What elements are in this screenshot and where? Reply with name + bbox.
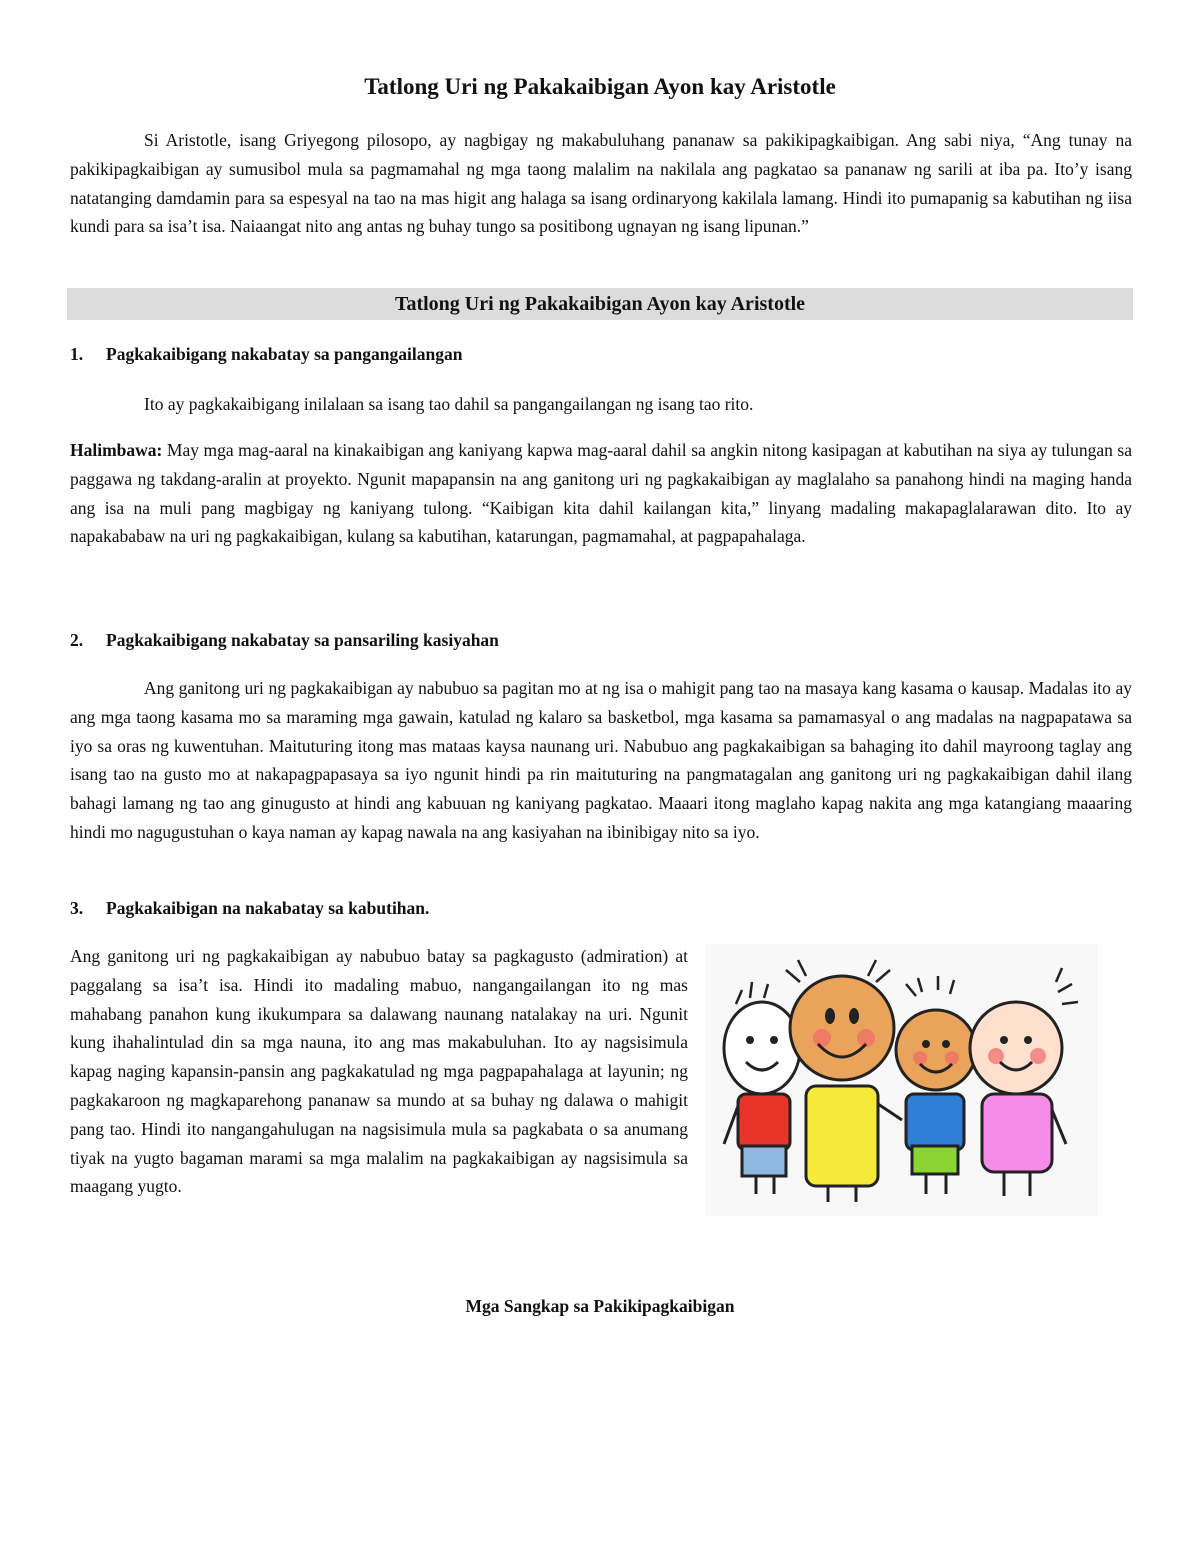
page-title: Tatlong Uri ng Pakakaibigan Ayon kay Aristotle <box>364 74 836 99</box>
child-red-icon <box>724 982 800 1194</box>
section-2-title: Pagkakaibigang nakabatay sa pansariling kasiyahan <box>106 630 499 650</box>
section-2-number: 2. <box>70 630 84 650</box>
section-1-definition: Ito ay pagkakaibigang inilalaan sa isang tao dahil sa pangangailangan ng isang tao rito. <box>144 394 754 414</box>
section-1-number: 1. <box>70 344 84 364</box>
section-3-title: Pagkakaibigan na nakabatay sa kabutihan. <box>106 898 430 918</box>
four-children-friends-illustration-icon <box>706 944 1098 1216</box>
child-blue-icon <box>896 976 976 1194</box>
intro-paragraph: Si Aristotle, isang Griyegong pilosopo, ay nagbigay ng makabuluhang pananaw sa pakikipagkaibigan. Ang sabi niya, “Ang tunay na pakikipagkaibigan ay sumusibol mula sa pagmamahal ng mga taong malalim na nakilala ang pagkatao sa pananaw ng sarili at iba pa. Ito’y isang natatanging damdamin para sa espesyal na tao na mas higit ang halaga sa isang ordinaryong kakilala lamang. Hindi ito pumapanig sa kabutihan ng iisa kundi para sa isa’t isa. Naiaangat nito ang antas ng buhay tungo sa positibong ugnayan ng isang lipunan.” <box>70 130 1132 237</box>
section-3-heading <box>70 898 429 919</box>
section-1-title: Pagkakaibigang nakabatay sa pangangailangan <box>106 344 463 364</box>
child-yellow-icon <box>786 960 902 1202</box>
child-pink-icon <box>970 968 1078 1196</box>
section-3-body: Ang ganitong uri ng pagkakaibigan ay nabubuo batay sa pagkagusto (admiration) at paggalang sa isa’t isa. Hindi ito madaling mabuo, nangangailangan ito ng mas mahabang panahon kung ikukumpara sa dalawang naunang natalakay na uri. Ngunit kung ihahalintulad din sa mga nauna, ito ang mas makabuluhan. Ito ay nagsisimula kapag naging kapansin-pansin ang pagkakatulad ng mga pagpapahalaga at layunin; ng pagkakaroon ng magkaparehong pananaw sa mundo at sa buhay ng dalawa o mahigit pang tao. Hindi ito nangangahulugan na nagsisimula mula sa pagkabata o sa anumang tiyak na yugto bagaman marami sa mga malalim na pagkakaibigan ay nagsisimula sa maagang yugto. <box>70 946 688 1197</box>
section-3-number: 3. <box>70 898 84 918</box>
section-2-body: Ang ganitong uri ng pagkakaibigan ay nabubuo sa pagitan mo at ng isa o mahigit pang tao na masaya kang kasama o kausap. Madalas ito ay ang mga taong kasama mo sa maraming mga gawain, katulad ng kalaro sa basketbol, mga kasama sa pamamasyal o ang madalas na nagpapatawa sa iyo sa oras ng kuwentuhan. Maituturing itong mas mataas kaysa naunang uri. Nabubuo ang pagkakaibigan sa bahaging ito dahil mayroong taglay ang isang tao na gusto mo at nakapagpapasaya sa iyo ngunit hindi pa rin maituturing na pangmatagalan ang ganitong uri ng pagkakaibigan dahil ilang bahagi lamang ng tao ang ginugusto at hindi ang kabuuan ng kaniyang pagkatao. Maaari itong maglaho kapag nakita ang mga katangiang maaaring hindi mo nagugustuhan o kaya naman ay kapag nawala na ang kasiyahan na ibinibigay nito sa iyo. <box>70 678 1132 842</box>
example-label: Halimbawa: <box>70 440 163 460</box>
children-illustration <box>706 944 1098 1216</box>
section-2-heading <box>70 630 499 651</box>
example-text: May mga mag-aaral na kinakaibigan ang kaniyang kapwa mag-aaral dahil sa angkin nitong kasipagan at kabutihan na siya ay tulungan sa paggawa ng takdang-aralin at proyekto. Ngunit mapapansin na ang ganitong uri ng pagkakaibigan ay maglalaho sa panahong hindi na maging handa ang isa na muli pang magbigay ng kaniyang tulong. “Kaibigan kita dahil kailangan kita,” linyang madaling makapaglalarawan dito. Ito ay napakababaw na uri ng pagkakaibigan, kulang sa kabutihan, katarungan, pagmamahal, at pagpapahalaga. <box>70 440 1132 547</box>
section-1-heading <box>70 344 462 365</box>
section-banner: Tatlong Uri ng Pakakaibigan Ayon kay Aristotle <box>67 288 1133 320</box>
section-1-example <box>70 436 1132 551</box>
bottom-heading: Mga Sangkap sa Pakikipagkaibigan <box>465 1296 735 1316</box>
